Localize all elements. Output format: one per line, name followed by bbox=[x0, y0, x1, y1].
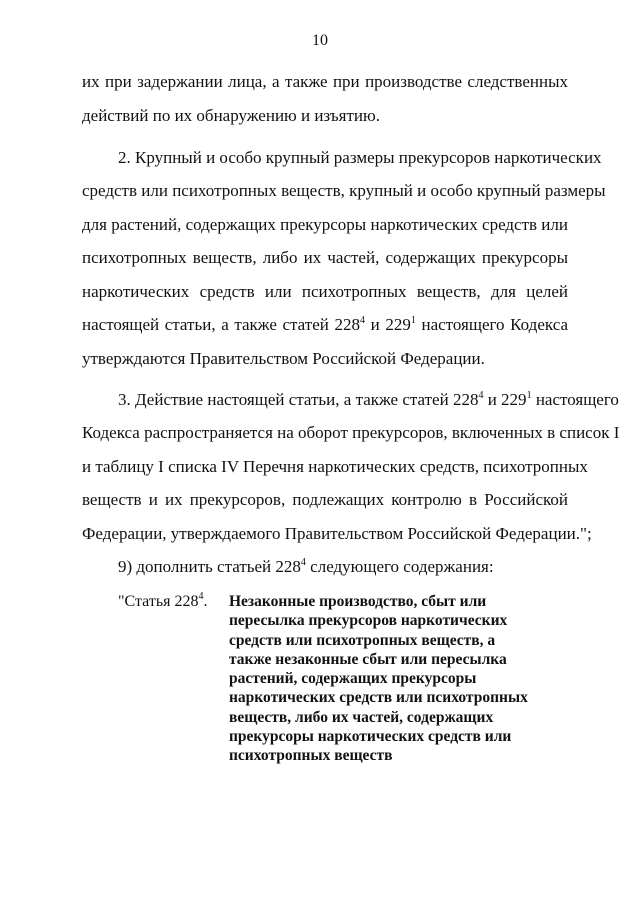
article-title-line: наркотических средств или психотропных bbox=[229, 689, 528, 707]
text-line: Кодекса распространяется на оборот прекурсоров, включенных в список I bbox=[82, 423, 620, 442]
article-title-line: растений, содержащих прекурсоры bbox=[229, 670, 477, 688]
text-line: их при задержании лица, а также при производстве следственных bbox=[82, 72, 568, 91]
text-line: действий по их обнаружению и изъятию. bbox=[82, 106, 380, 125]
article-title-line: пересылка прекурсоров наркотических bbox=[229, 612, 508, 630]
text-line: 2. Крупный и особо крупный размеры прекурсоров наркотических bbox=[118, 148, 602, 167]
page-number: 10 bbox=[312, 32, 328, 49]
text-line: настоящей статьи, а также статей $228^4$ и $229^1$ настоящего Кодекса bbox=[82, 315, 568, 334]
text-line: утверждаются Правительством Российской Федерации. bbox=[82, 349, 485, 368]
text-line: Федерации, утверждаемого Правительством Российской Федерации."; bbox=[82, 524, 592, 543]
text-line: веществ и их прекурсоров, подлежащих контролю в Российской bbox=[82, 490, 568, 509]
text-line: 9) дополнить статьей $228^4$ следующего содержания: bbox=[118, 557, 494, 576]
text-line: психотропных веществ, либо их частей, содержащих прекурсоры bbox=[82, 248, 568, 267]
article-title-line: средств или психотропных веществ, а bbox=[229, 631, 496, 649]
article-title bbox=[229, 592, 549, 766]
article-title-line: веществ, либо их частей, содержащих bbox=[229, 708, 494, 726]
text-line: средств или психотропных веществ, крупный и особо крупный размеры bbox=[82, 181, 606, 200]
text-line: наркотических средств или психотропных веществ, для целей bbox=[82, 282, 568, 301]
article-title-line: психотропных веществ bbox=[229, 747, 393, 765]
text-line: 3. Действие настоящей статьи, а также статей $228^4$ и $229^1$ настоящего bbox=[118, 390, 619, 409]
article-title-line: также незаконные сбыт или пересылка bbox=[229, 650, 507, 668]
article-title-line: прекурсоры наркотических средств или bbox=[229, 728, 512, 746]
text-line: для растений, содержащих прекурсоры наркотических средств или bbox=[82, 215, 568, 234]
text-line: и таблицу I списка IV Перечня наркотических средств, психотропных bbox=[82, 457, 588, 476]
article-label: "Статья $228^4$. bbox=[118, 591, 208, 610]
article-title-line: Незаконные производство, сбыт или bbox=[229, 593, 487, 610]
